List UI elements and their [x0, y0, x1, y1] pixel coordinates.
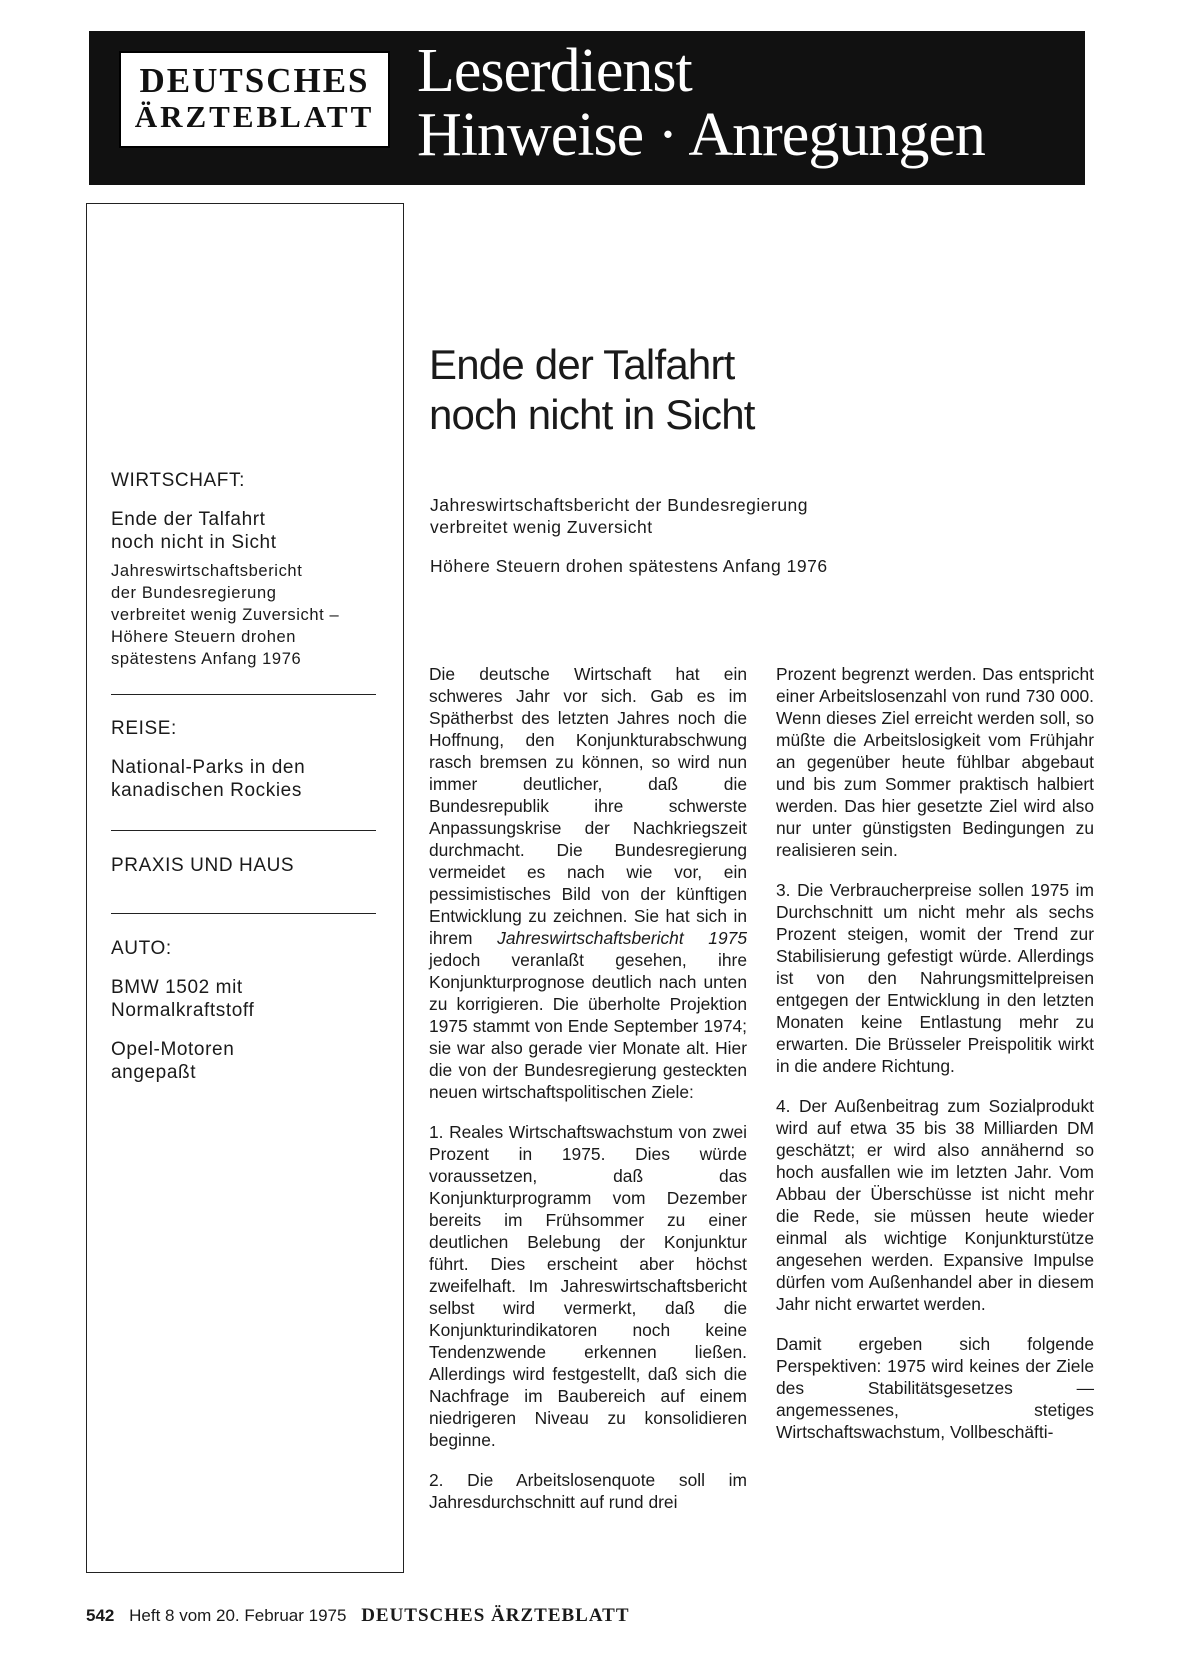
- toc-label-auto: AUTO:: [111, 938, 172, 959]
- paragraph: 2. Die Arbeitslosenquote soll im Jahresdurchschnitt auf rund drei: [429, 1470, 747, 1512]
- toc-label-praxis: PRAXIS UND HAUS: [111, 855, 295, 876]
- paragraph: Damit ergeben sich folgende Perspektiven: 1975 wird keines der Ziele des Stabilitätsgesetzes — angemessenes, stetiges Wirtschaftswachstum, Vollbeschäfti-: [776, 1334, 1094, 1442]
- toc-section-auto: [111, 937, 381, 1100]
- toc-desc-line-1: Jahreswirtschaftsbericht: [111, 562, 303, 580]
- article-headline: [429, 340, 1029, 440]
- paragraph: [429, 663, 747, 1103]
- toc-auto-item: [111, 1038, 381, 1084]
- article-subheading: [430, 494, 950, 538]
- subhead-line-2: verbreitet wenig Zuversicht: [430, 517, 653, 537]
- logo-line-1: DEUTSCHES: [139, 61, 370, 100]
- toc-title-line-2: noch nicht in Sicht: [111, 532, 277, 553]
- toc-auto-item1-line-1: BMW 1502 mit: [111, 977, 243, 998]
- section-title: [417, 39, 985, 167]
- table-of-contents: [86, 203, 404, 1573]
- toc-auto-item2-line-1: Opel-Motoren: [111, 1039, 235, 1060]
- toc-section-wirtschaft: [111, 469, 381, 670]
- toc-label-reise: REISE:: [111, 718, 177, 739]
- publication-logo: [119, 51, 390, 148]
- article-subheading-2: Höhere Steuern drohen spätestens Anfang 1976: [430, 556, 828, 576]
- page-number: 542: [86, 1606, 115, 1625]
- toc-section-praxis: [111, 854, 381, 893]
- section-title-line-2: Hinweise · Anregungen: [417, 101, 985, 169]
- masthead-bar: [89, 31, 1085, 185]
- page-footer: [86, 1605, 630, 1627]
- toc-divider: [111, 830, 376, 831]
- toc-desc-line-3: verbreitet wenig Zuversicht –: [111, 606, 340, 624]
- paragraph-text: Die deutsche Wirtschaft hat ein schweres Jahr vor sich. Gab es im Spätherbst des letzten Jahres noch die Hoffnung, den Konjunkturabschwung rasch bremsen zu können, so wird nun immer deutlicher, daß die Bundesrepublik ihre schwerste Anpassungskrise der Nachkriegszeit durchmacht. Die Bundesregierung vermeidet es nach wie vor, ein pessimistisches Bild von der künftigen Entwicklung zu zeichnen. Sie hat sich in ihrem: [429, 664, 747, 948]
- toc-desc-line-5: spätestens Anfang 1976: [111, 650, 302, 668]
- toc-title-line-1: Ende der Talfahrt: [111, 509, 266, 530]
- headline-line-1: Ende der Talfahrt: [429, 341, 735, 388]
- toc-desc-line-4: Höhere Steuern drohen: [111, 628, 297, 646]
- paragraph: 3. Die Verbraucherpreise sollen 1975 im Durchschnitt um nicht mehr als sechs Prozent steigen, womit der Trend zur Stabilisierung gefestigt würde. Allerdings ist von den Nahrungsmittelpreisen entgegen der Entwicklung in den letzten Monaten keine Entlastung mehr zu erwarten. Die Brüsseler Preispolitik wirkt in die andere Richtung.: [776, 880, 1094, 1076]
- paragraph: 1. Reales Wirtschaftswachstum von zwei Prozent in 1975. Dies würde voraussetzen, daß das Konjunkturprogramm vom Dezember bereits im Frühsommer zu einer deutlichen Belebung der Konjunktur führt. Dies erscheint aber höchst zweifelhaft. Im Jahreswirtschaftsbericht selbst wird vermerkt, daß die Konjunkturindikatoren noch keine Tendenzwende erkennen ließen. Allerdings wird festgestellt, daß sich die Nachfrage im Baubereich auf einem niedrigeren Niveau zu konsolidieren beginne.: [429, 1122, 747, 1450]
- article-column-left: [429, 663, 747, 1531]
- toc-divider: [111, 913, 376, 914]
- article-column-right: [776, 663, 1094, 1461]
- toc-label-wirtschaft: WIRTSCHAFT:: [111, 470, 245, 491]
- section-title-line-1: Leserdienst: [417, 37, 692, 105]
- logo-line-2: ÄRZTEBLATT: [134, 99, 375, 134]
- headline-line-2: noch nicht in Sicht: [429, 391, 755, 438]
- paragraph: 4. Der Außenbeitrag zum Sozialprodukt wird auf etwa 35 bis 38 Milliarden DM geschätzt; er wird also annähernd so hoch ausfallen wie im letzten Jahr. Vom Abbau der Überschüsse ist nicht mehr die Rede, sie müssen heute wieder einmal als wichtige Konjunkturstütze angesehen werden. Expansive Impulse dürfen vom Außenhandel aber in diesem Jahr nicht erwartet werden.: [776, 1096, 1094, 1314]
- toc-section-reise: [111, 717, 381, 802]
- toc-reise-line-2: kanadischen Rockies: [111, 780, 302, 801]
- subhead-line-1: Jahreswirtschaftsbericht der Bundesregierung: [430, 495, 809, 515]
- report-title: Jahreswirtschaftsbericht 1975: [497, 928, 747, 948]
- paragraph: Prozent begrenzt werden. Das entspricht einer Arbeitslosenzahl von rund 730 000. Wenn dieses Ziel erreicht werden soll, so müßte die Arbeitslosigkeit vom Frühjahr an gegenüber heute fühlbar abgebaut und bis zum Sommer praktisch halbiert werden. Das hier gesetzte Ziel wird also nur unter günstigsten Bedingungen zu realisieren sein.: [776, 664, 1094, 860]
- paragraph-text: jedoch veranlaßt gesehen, ihre Konjunkturprognose deutlich nach unten zu korrigieren. Die überholte Projektion 1975 stammt von Ende September 1974; sie war also gerade vier Monate alt. Hier die von der Bundesregierung gesteckten neuen wirtschaftspolitischen Ziele:: [429, 950, 747, 1102]
- toc-desc-line-2: der Bundesregierung: [111, 584, 277, 602]
- toc-auto-item: [111, 976, 381, 1022]
- toc-auto-item1-line-2: Normalkraftstoff: [111, 1000, 255, 1021]
- toc-divider: [111, 694, 376, 695]
- issue-info: Heft 8 vom 20. Februar 1975: [129, 1606, 347, 1625]
- footer-publication: DEUTSCHES ÄRZTEBLATT: [361, 1605, 630, 1626]
- toc-auto-item2-line-2: angepaßt: [111, 1062, 197, 1083]
- toc-reise-line-1: National-Parks in den: [111, 757, 306, 778]
- toc-description: [111, 560, 381, 670]
